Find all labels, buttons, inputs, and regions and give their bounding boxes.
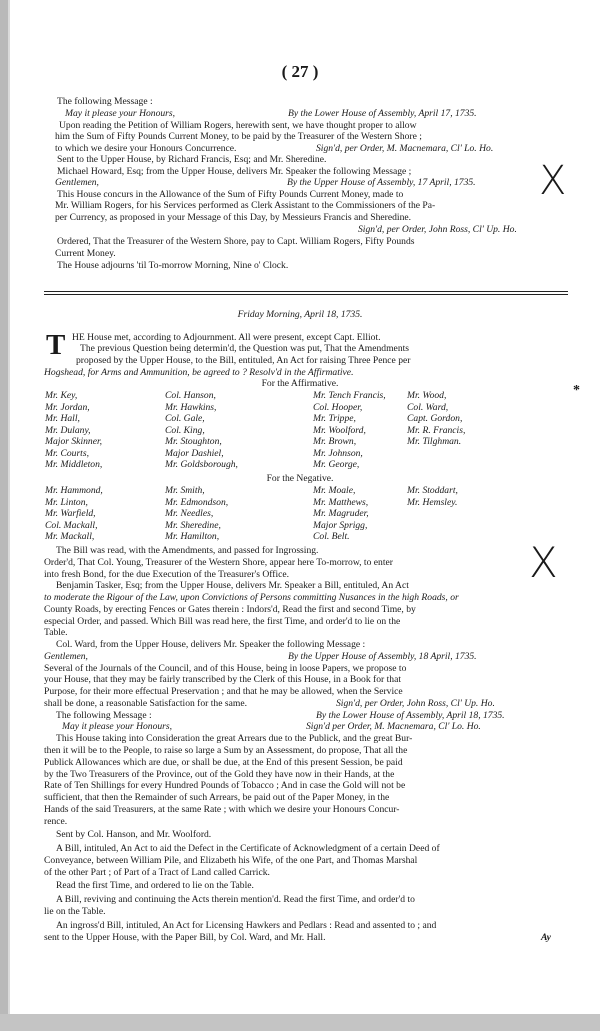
- text-line: by the Two Treasurers of the Province, out of the Gold they have now in their Hands, at the: [44, 769, 395, 780]
- affirmative-member-name: Col. King,: [165, 424, 205, 436]
- text-line: The following Message :: [57, 96, 153, 107]
- negative-member-name: Mr. Magruder,: [313, 508, 369, 519]
- text-line: HE House met, according to Adjournment. All were present, except Capt. Elliot.: [72, 332, 381, 343]
- text-line: By the Lower House of Assembly, April 17, 1735.: [288, 108, 477, 119]
- affirmative-member-name: Mr. R. Francis,: [407, 424, 466, 436]
- affirmative-member-name: Mr. Dulany,: [45, 424, 91, 436]
- affirmative-member-name: Col. Gale,: [165, 413, 205, 424]
- text-line: The Bill was read, with the Amendments, and passed for Ingrossing.: [56, 545, 319, 556]
- affirmative-member-name: Col. Ward,: [407, 401, 449, 413]
- text-line: Sent to the Upper House, by Richard Francis, Esq; and Mr. Sheredine.: [57, 154, 327, 165]
- negative-member-name: Major Sprigg,: [313, 519, 368, 531]
- text-line: Rate of Ten Shillings for every Hundred Pounds of Tobacco ; And in case the Gold will not be: [44, 780, 406, 791]
- negative-member-name: Mr. Sheredine,: [165, 519, 221, 531]
- affirmative-member-name: Mr. Hawkins,: [165, 401, 217, 413]
- text-line: Current Money.: [55, 248, 116, 259]
- affirmative-member-name: Col. Hooper,: [313, 401, 363, 413]
- text-line: Ordered, That the Treasurer of the Western Shore, pay to Capt. William Rogers, Fifty Pounds: [57, 236, 415, 247]
- text-line: By the Upper House of Assembly, 18 April, 1735.: [288, 651, 477, 662]
- affirmative-member-name: Mr. Brown,: [313, 436, 357, 447]
- scan-bottom-edge: [0, 1014, 600, 1031]
- negative-member-name: Mr. Smith,: [165, 485, 205, 496]
- negative-member-name: Mr. Moale,: [313, 485, 356, 496]
- text-line: him the Sum of Fifty Pounds Current Money, to be paid by the Treasurer of the Western Shore ;: [55, 131, 422, 142]
- scan-margin-strip: [0, 0, 8, 1031]
- text-line: By the Lower House of Assembly, April 18, 1735.: [316, 710, 505, 721]
- text-line: Table.: [44, 627, 68, 638]
- text-line: Several of the Journals of the Council, and of this House, being in loose Papers, we propose to: [44, 663, 407, 674]
- text-line: proposed by the Upper House, to the Bill, entituled, An Act for raising Three Pence per: [76, 355, 411, 366]
- text-line: your House, that they may be fairly transcribed by the Clerk of this House, in a Book for that: [44, 674, 402, 685]
- affirmative-member-name: Mr. Jordan,: [45, 401, 90, 413]
- text-line: The following Message :: [56, 710, 152, 721]
- text-line: Hogshead, for Arms and Ammunition, be agreed to ? Resolv'd in the Affirmative.: [44, 367, 354, 378]
- negative-member-name: Col. Mackall,: [45, 519, 98, 531]
- text-line: Gentlemen,: [44, 651, 88, 662]
- text-line: Purpose, for their more effectual Preservation ; and that he may be allowed, when the Service: [44, 686, 403, 697]
- affirmative-member-name: Mr. Trippe,: [313, 413, 356, 424]
- affirmative-member-name: Mr. Wood,: [407, 390, 447, 401]
- vote-heading: For the Affirmative.: [261, 378, 339, 389]
- negative-member-name: Mr. Matthews,: [313, 496, 369, 508]
- affirmative-member-name: Col. Hanson,: [165, 390, 216, 401]
- text-line: Conveyance, between William Pile, and Elizabeth his Wife, of the one Part, and Thomas Marshal: [44, 855, 418, 866]
- text-line: Sign'd, per Order, John Ross, Cl' Up. Ho.: [336, 698, 495, 709]
- affirmative-member-name: Mr. Tench Francis,: [313, 390, 386, 401]
- scan-margin-shadow: [8, 0, 10, 1031]
- handwritten-cross-mark: X: [529, 538, 558, 587]
- drop-cap: T: [46, 329, 66, 361]
- negative-member-name: Mr. Hamilton,: [165, 531, 220, 542]
- text-line: rence.: [44, 816, 68, 827]
- text-line: Upon reading the Petition of William Rogers, herewith sent, we have thought proper to allow: [59, 120, 417, 131]
- text-line: Sign'd, per Order, M. Macnemara, Cl' Lo. Ho.: [316, 143, 494, 154]
- day-heading: Friday Morning, April 18, 1735.: [237, 309, 363, 320]
- affirmative-member-name: Mr. Courts,: [45, 447, 89, 459]
- affirmative-member-name: Mr. Johnson,: [313, 447, 363, 459]
- text-line: The House adjourns 'til To-morrow Morning, Nine o' Clock.: [57, 260, 289, 271]
- text-line: This House concurs in the Allowance of the Sum of Fifty Pounds Current Money, made to: [57, 189, 404, 200]
- negative-member-name: Mr. Stoddart,: [407, 485, 458, 496]
- text-line: of the other Part ; of Part of a Tract of Land called Carrick.: [44, 867, 270, 878]
- text-line: Gentlemen,: [55, 177, 99, 188]
- text-line: The previous Question being determin'd, the Question was put, That the Amendments: [80, 343, 410, 354]
- section-rule: [44, 291, 568, 292]
- affirmative-member-name: Mr. Hall,: [45, 413, 80, 424]
- text-line: shall be done, a reasonable Satisfaction for the same.: [44, 698, 247, 709]
- affirmative-member-name: Mr. Tilghman.: [407, 436, 462, 447]
- text-line: By the Upper House of Assembly, 17 April, 1735.: [287, 177, 476, 188]
- affirmative-member-name: Mr. Goldsborough,: [165, 459, 238, 470]
- text-line: Michael Howard, Esq; from the Upper House, delivers Mr. Speaker the following Message ;: [57, 166, 412, 177]
- section-rule: [44, 294, 568, 295]
- text-line: A Bill, intituled, An Act to aid the Defect in the Certificate of Acknowledgment of a certain Deed of: [56, 843, 440, 854]
- text-line: An ingross'd Bill, intituled, An Act for Licensing Hawkers and Pedlars : Read and assented to ; and: [56, 920, 437, 931]
- affirmative-member-name: Mr. Woolford,: [313, 424, 366, 436]
- negative-member-name: Col. Belt.: [313, 531, 350, 542]
- negative-member-name: Mr. Warfield,: [45, 508, 96, 519]
- affirmative-member-name: Capt. Gordon,: [407, 413, 463, 424]
- negative-member-name: Mr. Needles,: [165, 508, 214, 519]
- affirmative-member-name: Mr. Middleton,: [45, 459, 103, 470]
- text-line: per Currency, as proposed in your Message of this Day, by Messieurs Francis and Sheredine.: [55, 212, 412, 223]
- text-line: May it please your Honours,: [65, 108, 176, 119]
- text-line: Sign'd, per Order, John Ross, Cl' Up. Ho.: [358, 224, 517, 235]
- seal-mark: Ay: [541, 932, 551, 943]
- text-line: to which we desire your Honours Concurrence.: [55, 143, 237, 154]
- margin-speck: *: [573, 383, 580, 398]
- text-line: A Bill, reviving and continuing the Acts therein mention'd. Read the first Time, and order'd to: [56, 894, 415, 905]
- text-line: lie on the Table.: [44, 906, 106, 917]
- negative-member-name: Mr. Hammond,: [45, 485, 103, 496]
- text-line: May it please your Honours,: [62, 721, 173, 732]
- negative-member-name: Mr. Linton,: [45, 496, 88, 508]
- text-line: then it will be to the People, to raise so large a Sum by an Assessment, do propose, That all the: [44, 745, 408, 756]
- text-line: Sign'd per Order, M. Macnemara, Cl' Lo. Ho.: [306, 721, 481, 732]
- affirmative-member-name: Mr. George,: [313, 459, 360, 470]
- vote-heading: For the Negative.: [266, 473, 334, 484]
- affirmative-member-name: Major Dashiel,: [165, 447, 224, 459]
- text-line: Publick Allowances which are due, or shall be due, at the End of this present Session, be paid: [44, 757, 403, 768]
- text-line: Hands of the said Treasurers, at the same Rate ; with which we desire your Honours Concur-: [44, 804, 400, 815]
- text-line: into fresh Bond, for the due Execution of the Treasurer's Office.: [44, 569, 290, 580]
- text-line: Col. Ward, from the Upper House, delivers Mr. Speaker the following Message :: [56, 639, 366, 650]
- text-line: County Roads, by erecting Fences or Gates therein : Indors'd, Read the first and second Time, by: [44, 604, 416, 615]
- text-line: sufficient, that then the Remainder of such Arrears, be paid out of the Paper Money, in the: [44, 792, 390, 803]
- text-line: This House taking into Consideration the great Arrears due to the Publick, and the great Bur-: [56, 733, 413, 744]
- handwritten-cross-mark: X: [539, 158, 567, 204]
- text-line: sent to the Upper House, with the Paper Bill, by Col. Ward, and Mr. Hall.: [44, 932, 326, 943]
- text-line: Mr. William Rogers, for his Services performed as Clerk Assistant to the Commissioners of the Pa-: [55, 200, 436, 211]
- affirmative-member-name: Mr. Stoughton,: [165, 436, 222, 447]
- affirmative-member-name: Major Skinner,: [45, 436, 103, 447]
- text-line: Read the first Time, and ordered to lie on the Table.: [56, 880, 254, 891]
- affirmative-member-name: Mr. Key,: [45, 390, 78, 401]
- text-line: especial Order, and passed. Which Bill was read here, the first Time, and order'd to lie on the: [44, 616, 401, 627]
- text-line: Order'd, That Col. Young, Treasurer of the Western Shore, appear here To-morrow, to enter: [44, 557, 393, 568]
- text-line: to moderate the Rigour of the Law, upon Convictions of Persons committing Nusances in the high Roads, or: [44, 592, 459, 603]
- text-line: Benjamin Tasker, Esq; from the Upper House, delivers Mr. Speaker a Bill, entituled, An Act: [56, 580, 409, 591]
- text-line: Sent by Col. Hanson, and Mr. Woolford.: [56, 829, 212, 840]
- negative-member-name: Mr. Mackall,: [45, 531, 95, 542]
- page-number: ( 27 ): [281, 62, 319, 81]
- negative-member-name: Mr. Hemsley.: [407, 496, 458, 508]
- negative-member-name: Mr. Edmondson,: [165, 496, 229, 508]
